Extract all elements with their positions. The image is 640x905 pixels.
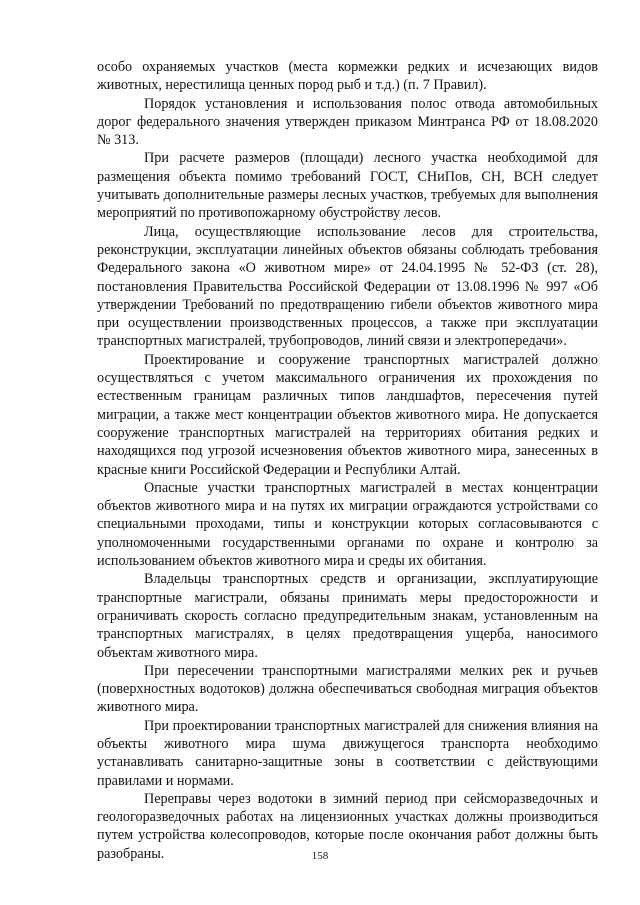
paragraph: особо охраняемых участков (места кормежки редких и исчезающих видов животных, нерестилища ценных пород рыб и т.д.) (п. 7 Правил). (97, 59, 598, 94)
paragraph: При расчете размеров (площади) лесного участка необходимой для размещения объекта помимо требований ГОСТ, СНиПов, СН, ВСН следует учитывать дополнительные размеры лесных участков, требуемых для выполнения мероприятий по противопожарному обустройству лесов. (97, 150, 598, 222)
paragraph: Лица, осуществляющие использование лесов для строительства, реконструкции, эксплуатации линейных объектов обязаны соблюдать требования Федерального закона «О животном мире» от 24.04.1995 № 52-ФЗ (ст. 28), постановления Правительства Российской Федерации от 13.08.1996 № 997 «Об утверждении Требований по предотвращению гибели объектов животного мира при осуществлении производственных процессов, а также при эксплуатации транспортных магистралей, трубопроводов, линий связи и электропередачи». (97, 223, 598, 350)
paragraph: При проектировании транспортных магистралей для снижения влияния на объекты животного мира шума движущегося транспорта необходимо устанавливать санитарно-защитные зоны в соответствии с действующими правилами и нормами. (97, 717, 598, 789)
paragraph: Опасные участки транспортных магистралей в местах концентрации объектов животного мира и на путях их миграции ограждаются устройствами со специальными проходами, типы и конструкции которых согласовываются с уполномоченными государственными органами по охране и контролю за использованием объектов животного мира и среды их обитания. (97, 479, 598, 570)
paragraph: Переправы через водотоки в зимний период при сейсморазведочных и геологоразведочных работах на лицензионных участках должны производиться путем устройства колесопроводов, которые после окончания работ должны быть разобраны. (97, 790, 598, 862)
page-number: 158 (311, 850, 329, 862)
document-body (97, 58, 598, 863)
paragraph: Порядок установления и использования полос отвода автомобильных дорог федерального значения утвержден приказом Минтранса РФ от 18.08.2020 № 313. (97, 95, 598, 149)
paragraph: При пересечении транспортными магистралями мелких рек и ручьев (поверхностных водотоков) должна обеспечиваться свободная миграция объектов животного мира. (97, 662, 598, 716)
paragraph: Владельцы транспортных средств и организации, эксплуатирующие транспортные магистрали, обязаны принимать меры предосторожности и ограничивать скорость согласно предупредительным знакам, установленным на транспортных магистралях, в целях предотвращения ущерба, наносимого объектам животного мира. (97, 571, 598, 661)
paragraph: Проектирование и сооружение транспортных магистралей должно осуществляться с учетом максимального ограничения их прохождения по естественным границам различных типов ландшафтов, пересечения путей миграции, а также мест концентрации объектов животного мира. Не допускается сооружение транспортных магистралей на территориях обитания редких и находящихся под угрозой исчезновения объектов животного мира, занесенных в красные книги Российской Федерации и Республики Алтай. (97, 351, 598, 478)
